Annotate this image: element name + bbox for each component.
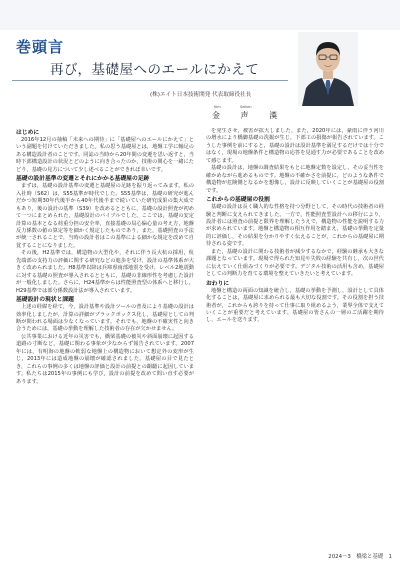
section-label: 巻頭言	[16, 38, 65, 56]
author-portrait	[298, 32, 358, 106]
section-heading: おわりに	[206, 280, 230, 287]
title-divider	[12, 80, 288, 81]
body-paragraph: 公共事業における近年の災害でも，橋梁基礎の被災や斜面崩壊に起因する道路の寸断など，基礎に関わる事象が少なからず報告されています。2007年には，有明海の地盤の軟弱な地盤上の構造物において想定外の変形が生じ，2013年には造成地盤の崩壊が確認されました。基礎屋の目で見たとき，これらの事例の多くは地盤の評価と設計の前提との齟齬に起因しています。私たちは2015年の事例にも学び，設計の前提を改めて問い直す必要があります。	[16, 333, 194, 385]
author-ruby-family: Kim	[214, 105, 221, 109]
body-paragraph: 基礎の設計は，地盤の調査結果をもとに地盤定数を設定し，その妥当性を確かめながら進めるものです。地盤の不確かさを前提に，どのような条件で構造物が危険側となるかを想像し，設計に反映していくことが基礎屋の役割です。	[206, 165, 384, 194]
header-band	[0, 0, 400, 30]
body-paragraph: 基礎の設計は長く職人的な性格を持つ分野として，その時代の技術者の経験と判断に支えられてきました。一方で，性能照査型設計への移行により，設計者には照査の前提と限界を理解したうえで，構造物の性能を説明する力が求められています。地盤と構造物の相互作用を踏まえ，基礎の挙動を定量的に評価し，その結果を分かりやすく伝えることが，これからの基礎屋に期待される姿です。	[206, 204, 384, 248]
author-ruby-given: Seiken	[240, 105, 252, 109]
page-footer: 2024－3 橋梁と基礎 1	[328, 554, 392, 560]
left-column	[16, 128, 194, 548]
section-heading: 基礎設計の現状と課題	[16, 297, 74, 304]
body-paragraph: を発生させ，被害が拡大しました。また，2020年には，豪雨に伴う河川の増水により橋脚基礎の洗掘が生じ，下部工の損傷が報告されています。こうした事例を前にすると，基礎の設計は設計基準を満足するだけでは十分ではなく，現場の地盤条件と構造物の応答を見通す力が必要であることを改めて感じます。	[206, 128, 384, 164]
body-paragraph: 上述の経緯を経て，今，設計基準や設計ツールの普及により基礎の設計は効率化しましたが，計算の詳細がブラックボックス化し，基礎屋としての判断が問われる場面は少なくなっています。それでも，地盤の不確実性と向き合うためには，基礎の挙動を理解した技術者の存在が欠かせません。	[16, 304, 194, 333]
body-paragraph: その後，H2基準では，構造物の大型化や，それに伴う長大杭の採用，杭先端部の支持力の評価に関する研究などの進歩を受け，設計の基準体系が大きく改められました。H8基準以降は兵庫県南部地震を受け，レベル2地震動に対する基礎の照査が導入されるとともに，基礎の非線形性を考慮した設計が一般化しました。さらに，H24基準からは性能照査型の体系へと移行し，H29基準では部分係数設計法が導入されています。	[16, 250, 194, 294]
section-heading: 基礎の設計基準の変遷とそれにかかる基礎屋の足跡	[16, 176, 150, 183]
body-paragraph: まずは，基礎の設計基準の変遷と基礎屋の足跡を振り返ってみます。私の入社時（S62）は，S55基準が時代でした。S55基準は，基礎の研究が進んだかつ短期30年代後半から40年代後半まで続いていた研究成果の集大成でもあり，後の設計の基準（S39）を改めるとともに，基礎の設計照査が初めて一つにまとめられた，基礎設計のバイブルでした。ここでは，基礎の安定計算の基本となる荷重分担の安全率，直接基礎の局心偏心量の考え方，地盤反力係数の値の算定等を細かく規定したものであり，また，基礎照査の手法が統一されることで，当時の設計者はこの基準による細かな規定を改めて自覚することになりました。	[16, 183, 194, 249]
right-column	[206, 128, 384, 548]
section-heading: これからの基礎屋の役割	[206, 197, 270, 204]
section-heading: はじめに	[16, 130, 40, 136]
body-paragraph: また，基礎の設計に関わる技術者が減少するなかで，経験の継承も大きな課題となっています。現場で得られた知見や失敗の経験を共有し，次の世代に伝えていく仕組みづくりが必要です。デジタル技術の活用も含め，基礎屋としての判断力を育てる環境を整えていきたいと考えています。	[206, 248, 384, 278]
author-name: 金 声 漢	[212, 111, 287, 120]
article-title: 再び，基礎屋へのエールにかえて	[50, 62, 260, 78]
body-paragraph: 2016年12月の抽稿「未来への期待」に「基礎屋へのエールにかえて」という副題を付けていただきました。私の思う基礎屋とは，地盤工学に軸足のある構造設計者のことです。同誌の当時から20年間の変遷を思い返すと，当時下部構造設計の状況とどのように向き合ったのか，技術の関心を一緒にたどり，基礎の見方について少し述べることができれば幸いです。	[16, 137, 194, 173]
body-paragraph: 地盤と構造の両面の知識を統合し，基礎の挙動を予測し，設計として具体化することは，基礎屋に求められる最も大切な役割です。その役割を担う技術者が，これからも誇りを持って仕事に取り組めるよう，業界全体で支えていくことが重要だと考えています。基礎屋の皆さんの一層のご活躍を期待し，エールを送ります。	[206, 287, 384, 324]
author-affiliation: (株)エイト日本技術開発 代表取締役社長	[150, 92, 252, 98]
